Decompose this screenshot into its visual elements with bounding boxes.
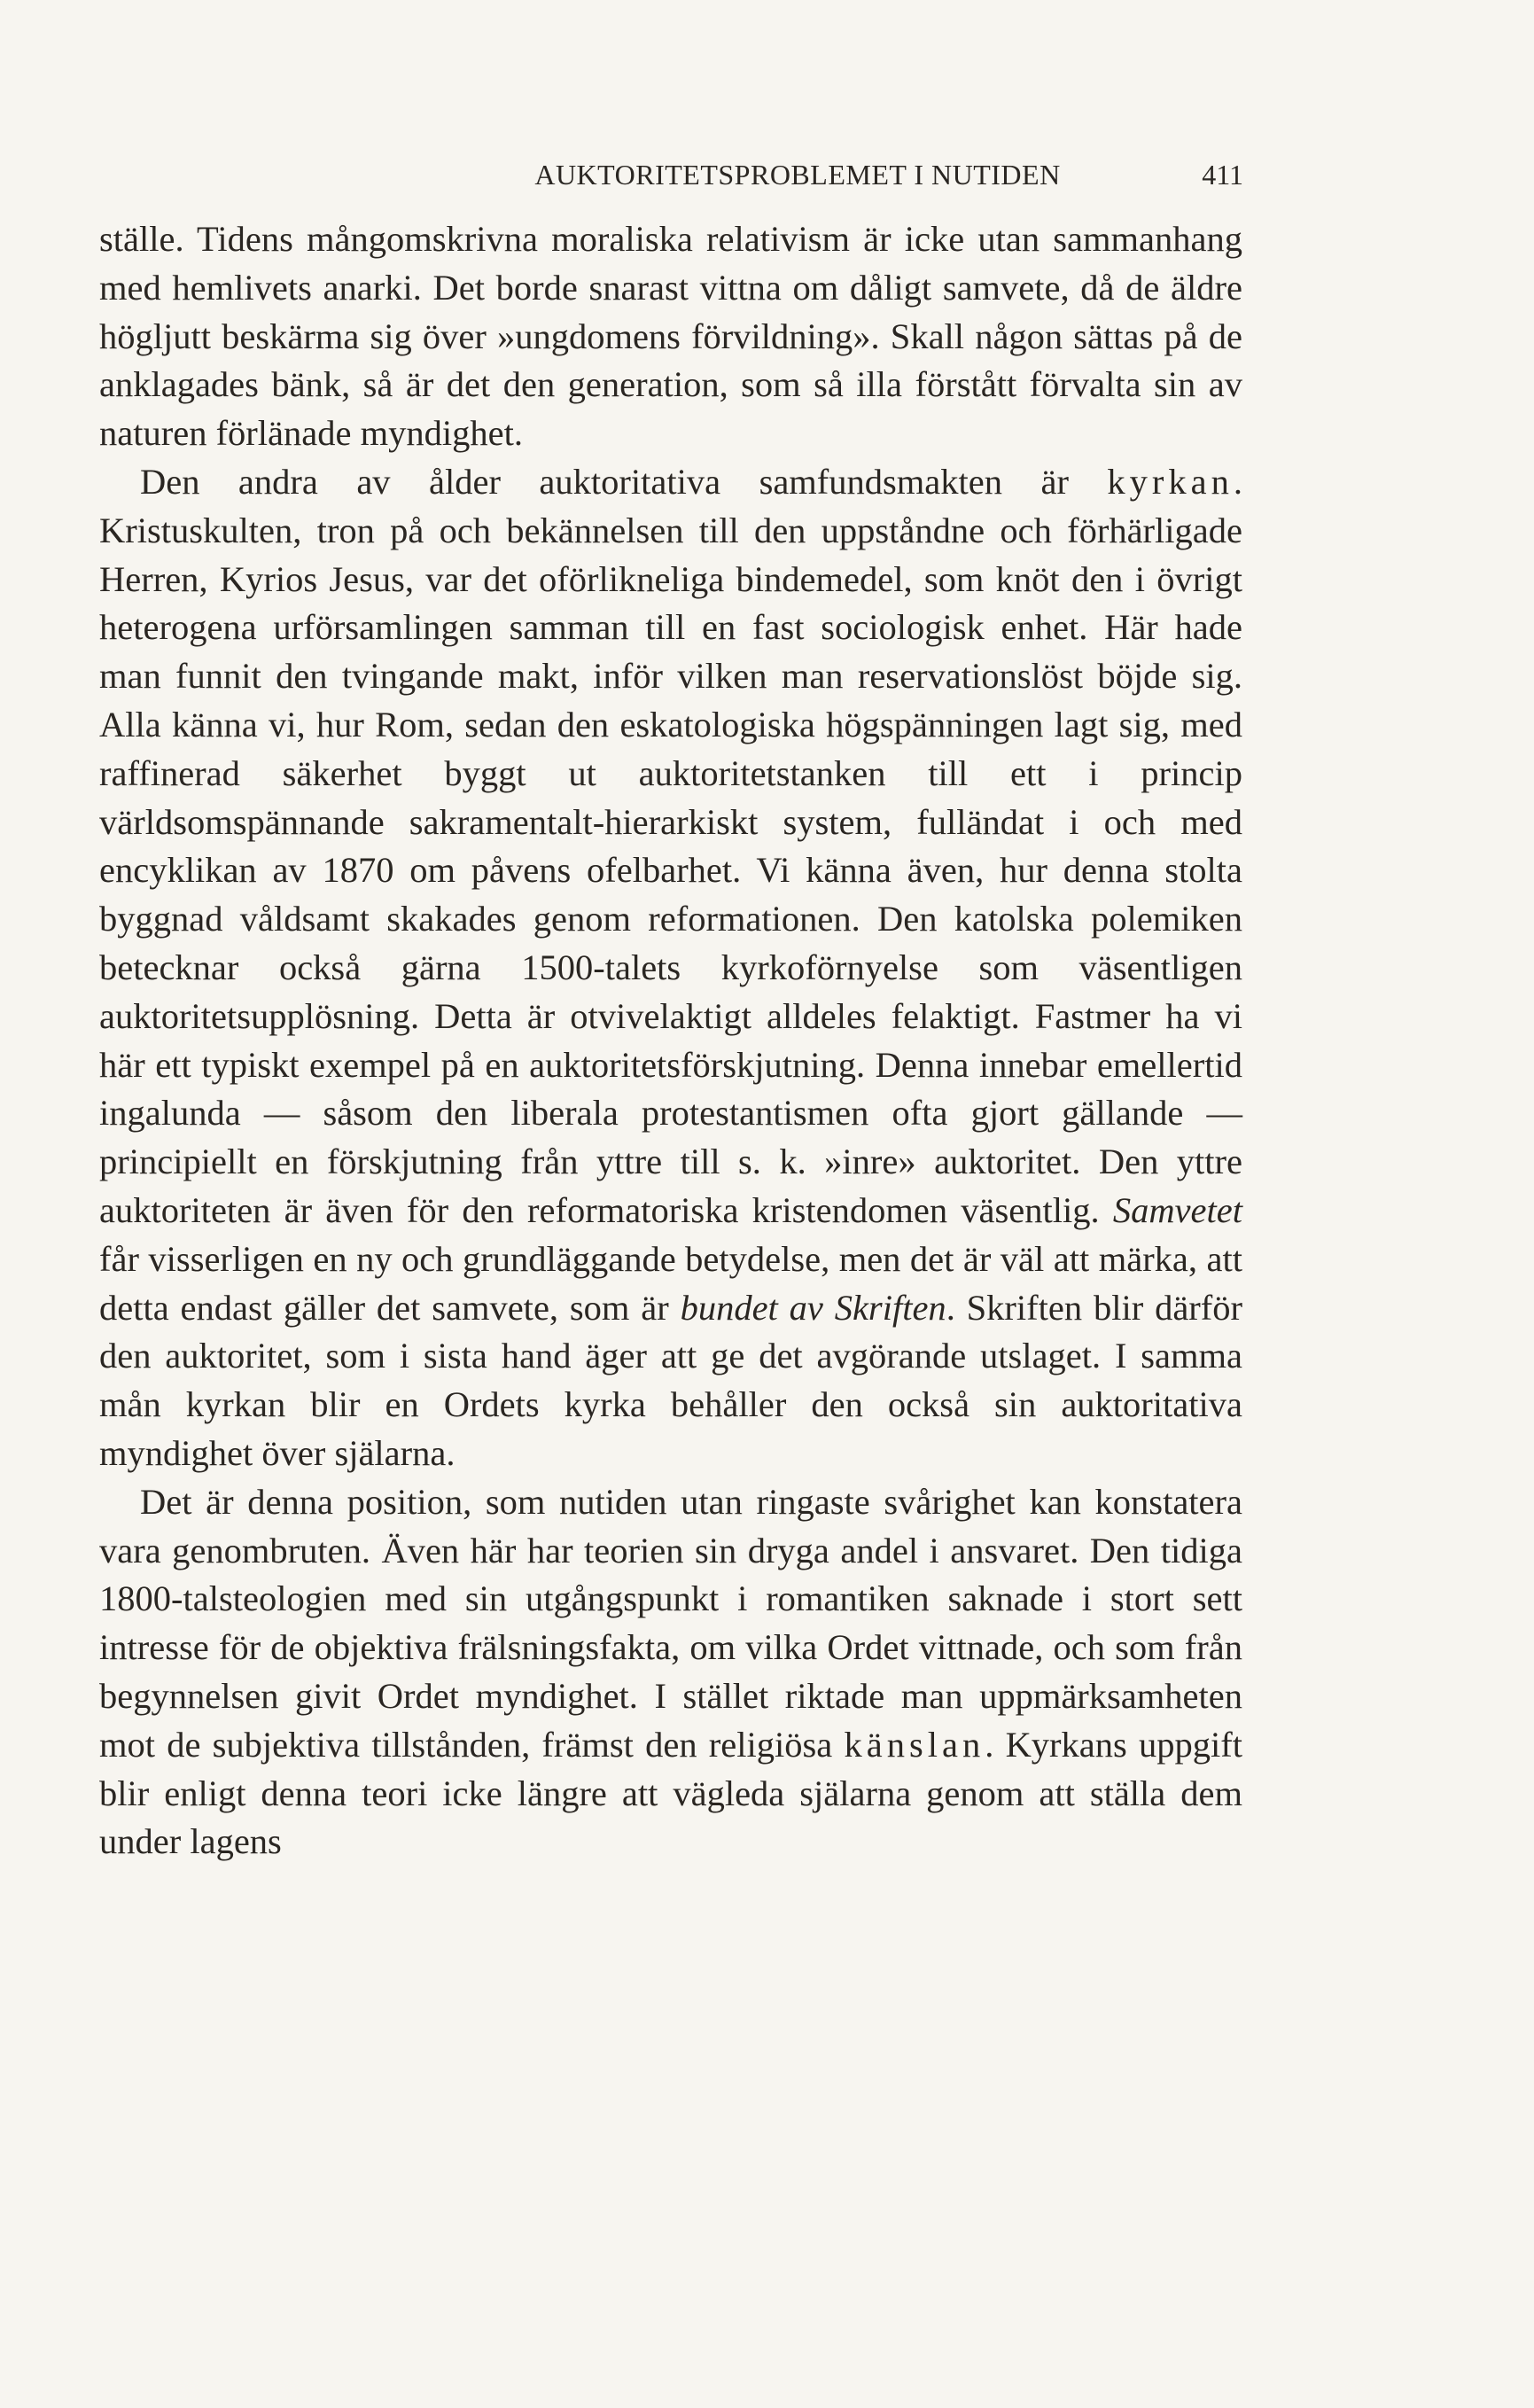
page-number: 411 [1202,159,1243,191]
text-segment: Det är denna position, som nutiden utan ringaste svårighet kan konstatera vara genombruten. Även här har teorien sin dryga andel i ansvaret. Den tidiga 1800-talsteologien med sin utgångspunkt i romantiken saknade i stort sett intresse för de objektiva frälsningsfakta, om vilka Ordet vittnade, och som från begynnelsen givit Ordet myndighet. I stället riktade man uppmärksamheten mot de subjektiva tillstånden, främst den religiösa [99,1481,1242,1765]
body-text [99,215,1242,1866]
text-segment: . Skriften blir därför den auktoritet, som i sista hand äger att ge det avgörande utslaget. I samma mån kyrkan blir en Ordets kyrka behåller den också sin auktoritativa myndighet över själarna. [99,1287,1243,1473]
paragraph-3 [99,1478,1242,1866]
text-segment: Den andra av ålder auktoritativa samfundsmakten är [140,461,1108,502]
emphasis-spaced: kyrkan [1107,461,1234,502]
running-head [332,152,1263,197]
running-title: AUKTORITETSPROBLEMET I NUTIDEN [534,159,1061,191]
text-segment: . Kristuskulten, tron på och bekännelsen till den uppståndne och förhärligade Herren, Kyrios Jesus, var det oförlikneliga bindemedel, som knöt den i övrigt heterogena urförsamlingen samman till en fast sociologisk enhet. Här hade man funnit den tvingande makt, inför vilken man reservationslöst böjde sig. Alla känna vi, hur Rom, sedan den eskatologiska högspänningen lagt sig, med raffinerad säkerhet byggt ut auktoritetstanken till ett i princip världsomspännande sakramentalt-hierarkiskt system, fulländat i och med encyklikan av 1870 om påvens ofelbarhet. Vi känna även, hur denna stolta byggnad våldsamt skakades genom reformationen. Den katolska polemiken betecknar också gärna 1500-talets kyrkoförnyelse som väsentligen auktoritetsupplösning. Detta är otvivelaktigt alldeles felaktigt. Fastmer ha vi här ett typiskt exempel på en auktoritetsförskjutning. Denna innebar emellertid ingalunda — såsom den liberala protestantismen ofta gjort gällande — principiellt en förskjutning från yttre till s. k. »inre» auktoritet. Den yttre auktoriteten är även för den reformatoriska kristendomen väsentlig. [99,461,1242,1230]
emphasis-italic: Samvetet [1112,1189,1242,1230]
paragraph-1 [99,215,1242,458]
emphasis-spaced: känslan [844,1724,985,1765]
text-segment: ställe. Tidens mångomskrivna moraliska relativism är icke utan sammanhang med hemlivets anarki. Det borde snarast vittna om dåligt samvete, då de äldre högljutt beskärma sig över »ungdomens förvildning». Skall någon sättas på de anklagades bänk, så är det den generation, som så illa förstått förvalta sin av naturen förlänade myndighet. [99,219,1242,454]
text-segment: . Kyrkans uppgift blir enligt denna teori icke längre att vägleda själarna genom att ställa dem under lagens [99,1724,1242,1862]
text-segment: får visserligen en ny och grundläggande betydelse, men det är väl att märka, att detta endast gäller det samvete, som är [99,1238,1242,1328]
paragraph-2 [99,458,1242,1478]
emphasis-italic: bundet av Skriften [680,1287,946,1328]
